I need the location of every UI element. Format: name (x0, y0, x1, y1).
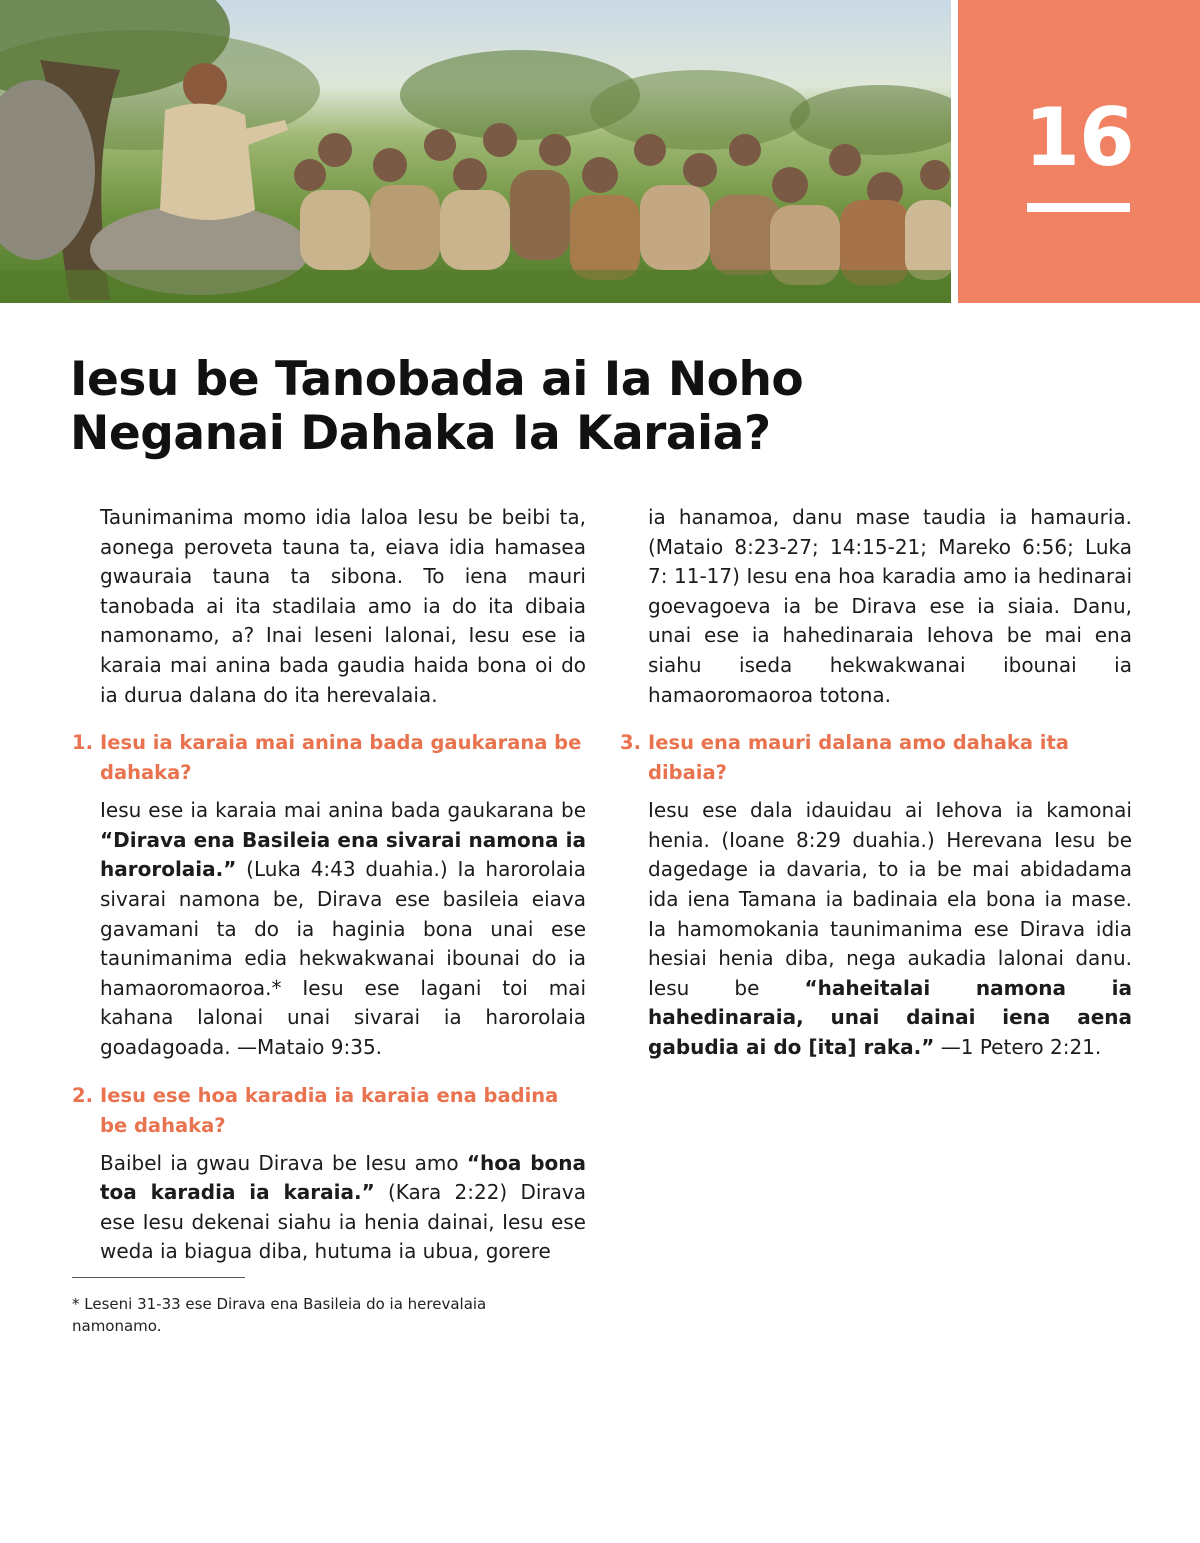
answer-2-text-b: (Kara 2:22) Dirava ese Iesu dekenai siahu ia henia dainai, Iesu ese weda ia biagua diba, hutuma ia ubua, gorere (100, 1180, 586, 1264)
question-3-text: Iesu ena mauri dalana amo dahaka ita dibaia? (648, 731, 1069, 785)
answer-3-paragraph (648, 796, 1132, 1062)
left-column (72, 503, 586, 1285)
answer-2-continued: ia hanamoa, danu mase taudia ia hamauria. (Mataio 8:23-27; 14:15-21; Mareko 6:56; Luka 7: 11-17) Iesu ena hoa karadia amo ia hedinarai goevagoeva ia be Dirava ese ia siaia. Danu, unai ese ia hahedinaraia Iehova be mai ena siahu iseda hekwakwanai ibounai ia hamaoromaoroa totona. (648, 505, 1132, 707)
page-title (70, 353, 830, 461)
answer-2-paragraph (100, 1149, 586, 1267)
answer-2-quote: “hoa bona toa karadia ia karaia.” (100, 1150, 586, 1205)
question-1-heading (72, 728, 586, 788)
question-1-number: 1. (72, 731, 93, 755)
answer-3-text-b: —1 Petero 2:21. (934, 1034, 1102, 1059)
right-column (620, 503, 1132, 1081)
question-3-heading (620, 728, 1132, 788)
hero-illustration (0, 0, 951, 303)
answer-3-text-a: Iesu ese dala idauidau ai Iehova ia kamonai henia. (Ioane 8:29 duahia.) Herevana Iesu be dagedage ia davaria, to ia be mai abidadama ida iena Tamana ia badinaia ela bona ia mase. Ia hamomokania taunimanima ese Dirava idia hesiai henia diba, nega aukadia lalonai danu. Iesu be (648, 798, 1132, 1000)
answer-2-text-a: Baibel ia gwau Dirava be Iesu amo (100, 1150, 467, 1175)
answer-3-quote: “haheitalai namona ia hahedinaraia, unai dainai iena aena gabudia ai do [ita] raka.” (648, 975, 1132, 1059)
question-1-text: Iesu ia karaia mai anina bada gaukarana be dahaka? (100, 731, 582, 785)
lesson-number-underline (1027, 203, 1130, 212)
question-3-number: 3. (620, 731, 641, 755)
answer-1-text-b: (Luka 4:43 duahia.) Ia harorolaia sivarai namona be, Dirava ese basileia eiava gavamani ta do ia haginia bona unai ese taunimanima edia hekwakwanai ibounai do ia hamaoromaoroa.* Iesu ese lagani toi mai kahana lalonai unai sivarai ia harorolaia goadagoada. —Mataio 9:35. (100, 857, 586, 1059)
hero-image (0, 0, 951, 303)
answer-1-paragraph (100, 796, 586, 1062)
question-2-number: 2. (72, 1083, 93, 1107)
footnote: * Leseni 31-33 ese Dirava ena Basileia do ia herevalaia namonamo. (72, 1295, 487, 1335)
question-2-text: Iesu ese hoa karadia ia karaia ena badina be dahaka? (100, 1083, 559, 1137)
page-title-line-1: Iesu be Tanobada ai Ia Noho (70, 352, 804, 407)
lesson-number: 16 (1024, 91, 1134, 184)
intro-paragraph: Taunimanima momo idia laloa Iesu be beibi ta, aonega peroveta tauna ta, eiava idia hamasea gwauraia tauna ta sibona. To iena mauri tanobada ai ita stadilaia amo ia do ita dibaia namonamo, a? Inai leseni lalonai, Iesu ese ia karaia mai anina bada gaudia haida bona oi do ia durua dalana do ita herevalaia. (100, 505, 586, 707)
page-title-line-2: Neganai Dahaka Ia Karaia? (70, 406, 771, 461)
lesson-number-box (958, 0, 1200, 303)
answer-1-quote: “Dirava ena Basileia ena sivarai namona ia harorolaia.” (100, 827, 586, 882)
answer-1-text-a: Iesu ese ia karaia mai anina bada gaukarana be (100, 798, 586, 823)
question-2-heading (72, 1081, 586, 1141)
footnote-divider (72, 1277, 245, 1278)
